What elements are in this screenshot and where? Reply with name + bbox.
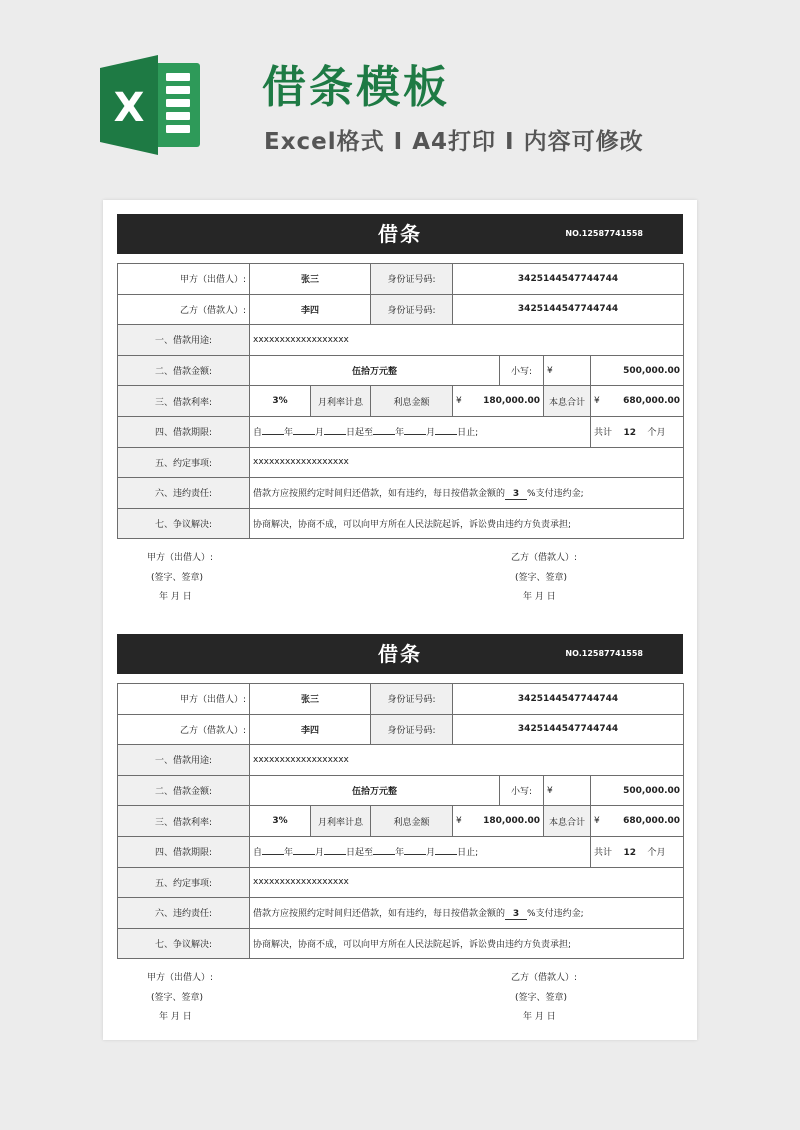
borrower-name[interactable]: 李四 (250, 714, 371, 745)
amount-words[interactable]: 伍拾万元整 (250, 775, 500, 806)
term-day-1: 日起至 (346, 428, 374, 439)
rate-label: 三、借款利率: (118, 386, 250, 417)
term-from: 自 (253, 848, 263, 859)
term-month-2: 月 (426, 428, 436, 439)
amount-small-label: 小写: (500, 355, 544, 386)
term-label: 四、借款期限: (118, 836, 250, 867)
interest-label: 利息金额 (371, 386, 453, 417)
amount-words[interactable]: 伍拾万元整 (250, 355, 500, 386)
table-row (118, 684, 684, 715)
sign-date-borrower: 年 月 日 (523, 1012, 556, 1023)
term-year-1: 年 (284, 848, 294, 859)
signature-area (117, 539, 683, 609)
lender-label: 甲方（出借人）: (118, 264, 250, 295)
purpose-value[interactable]: xxxxxxxxxxxxxxxxxx (250, 745, 684, 776)
term-year-1: 年 (284, 428, 294, 439)
term-year-2: 年 (395, 428, 405, 439)
lender-id[interactable]: 3425144547744744 (453, 264, 684, 295)
note-title-bar (117, 634, 683, 674)
table-row (118, 775, 684, 806)
table-row (118, 447, 684, 478)
sign-lender: 甲方（出借人）: (147, 973, 214, 984)
purpose-label: 一、借款用途: (118, 325, 250, 356)
breach-percent: 3 (505, 489, 527, 500)
interest-amount: 180,000.00 (483, 396, 541, 407)
borrower-id-label: 身份证号码: (371, 714, 453, 745)
rate-type: 月利率计息 (311, 806, 371, 837)
lender-name[interactable]: 张三 (250, 684, 371, 715)
page-title: 借条模板 (262, 62, 450, 113)
amount-label: 二、借款金额: (118, 355, 250, 386)
breach-value[interactable] (250, 478, 684, 509)
term-day-2: 日止; (457, 848, 479, 859)
dispute-value[interactable]: 协商解决，协商不成，可以向甲方所在人民法院起诉，诉讼费由违约方负责承担; (250, 508, 684, 539)
term-month-2: 月 (426, 848, 436, 859)
total-amount: 680,000.00 (623, 816, 681, 827)
breach-text-end: %支付违约金; (527, 908, 584, 919)
table-row (118, 294, 684, 325)
table-row (118, 867, 684, 898)
amount-label: 二、借款金额: (118, 775, 250, 806)
term-value[interactable] (250, 416, 591, 447)
borrower-id-label: 身份证号码: (371, 294, 453, 325)
rate-value[interactable]: 3% (250, 806, 311, 837)
table-row (118, 745, 684, 776)
note-number: NO.12587741558 (565, 229, 643, 238)
total-value[interactable] (591, 806, 684, 837)
sign-lender: 甲方（出借人）: (147, 553, 214, 564)
sign-date-borrower: 年 月 日 (523, 592, 556, 603)
borrower-id[interactable]: 3425144547744744 (453, 714, 684, 745)
purpose-value[interactable]: xxxxxxxxxxxxxxxxxx (250, 325, 684, 356)
agreement-value[interactable]: xxxxxxxxxxxxxxxxxx (250, 867, 684, 898)
note-title-bar (117, 214, 683, 254)
amount-small-label: 小写: (500, 775, 544, 806)
breach-percent: 3 (505, 909, 527, 920)
dispute-label: 七、争议解决: (118, 508, 250, 539)
excel-logo-icon (100, 55, 206, 155)
months-prefix: 共计 (594, 428, 613, 439)
document-paper (103, 200, 697, 1040)
page-header (0, 0, 800, 190)
yen-sign: ¥ (456, 396, 462, 407)
lender-id-label: 身份证号码: (371, 264, 453, 295)
svg-text:X: X (113, 85, 145, 131)
interest-amount: 180,000.00 (483, 816, 541, 827)
table-row (118, 836, 684, 867)
months-value: 12 (623, 428, 637, 439)
breach-label: 六、违约责任: (118, 898, 250, 929)
table-row (118, 386, 684, 417)
page-subtitle: Excel格式 Ⅰ A4打印 Ⅰ 内容可修改 (264, 129, 644, 155)
agreement-value[interactable]: xxxxxxxxxxxxxxxxxx (250, 447, 684, 478)
interest-value[interactable] (453, 386, 544, 417)
interest-label: 利息金额 (371, 806, 453, 837)
table-row (118, 355, 684, 386)
table-row (118, 714, 684, 745)
table-row (118, 508, 684, 539)
table-row (118, 898, 684, 929)
sign-seal-lender: (签字、签章) (151, 573, 204, 584)
term-label: 四、借款期限: (118, 416, 250, 447)
borrower-label: 乙方（借款人）: (118, 294, 250, 325)
breach-text: 借款方应按照约定时间归还借款，如有违约，每日按借款金额的 (253, 908, 506, 919)
sign-date-lender: 年 月 日 (159, 1012, 192, 1023)
loan-table (117, 683, 684, 959)
interest-value[interactable] (453, 806, 544, 837)
agreement-label: 五、约定事项: (118, 867, 250, 898)
lender-id-label: 身份证号码: (371, 684, 453, 715)
loan-note (117, 634, 683, 1029)
term-day-1: 日起至 (346, 848, 374, 859)
rate-label: 三、借款利率: (118, 806, 250, 837)
loan-table (117, 263, 684, 539)
sign-borrower: 乙方（借款人）: (511, 553, 578, 564)
yen-sign: ¥ (594, 396, 600, 407)
months-unit: 个月 (647, 848, 666, 859)
loan-note (117, 214, 683, 609)
borrower-id[interactable]: 3425144547744744 (453, 294, 684, 325)
purpose-label: 一、借款用途: (118, 745, 250, 776)
term-months[interactable] (591, 416, 684, 447)
lender-id[interactable]: 3425144547744744 (453, 684, 684, 715)
lender-label: 甲方（出借人）: (118, 684, 250, 715)
breach-value[interactable] (250, 898, 684, 929)
breach-text: 借款方应按照约定时间归还借款，如有违约，每日按借款金额的 (253, 488, 506, 499)
breach-text-end: %支付违约金; (527, 488, 584, 499)
yen-sign: ¥ (594, 816, 600, 827)
term-months[interactable] (591, 836, 684, 867)
rate-type: 月利率计息 (311, 386, 371, 417)
term-month-1: 月 (315, 848, 325, 859)
term-from: 自 (253, 428, 263, 439)
borrower-label: 乙方（借款人）: (118, 714, 250, 745)
amount-number[interactable]: 500,000.00 (591, 775, 684, 806)
table-row (118, 928, 684, 959)
total-value[interactable] (591, 386, 684, 417)
note-title: 借条 (378, 642, 422, 666)
yen-sign: ¥ (544, 775, 591, 806)
months-prefix: 共计 (594, 848, 613, 859)
sign-date-lender: 年 月 日 (159, 592, 192, 603)
lender-name[interactable]: 张三 (250, 264, 371, 295)
note-number: NO.12587741558 (565, 649, 643, 658)
months-value: 12 (623, 848, 637, 859)
breach-label: 六、违约责任: (118, 478, 250, 509)
amount-number[interactable]: 500,000.00 (591, 355, 684, 386)
term-year-2: 年 (395, 848, 405, 859)
signature-area (117, 959, 683, 1029)
total-label: 本息合计 (544, 806, 591, 837)
sign-seal-lender: (签字、签章) (151, 993, 204, 1004)
term-day-2: 日止; (457, 428, 479, 439)
table-row (118, 325, 684, 356)
term-month-1: 月 (315, 428, 325, 439)
sign-seal-borrower: (签字、签章) (515, 573, 568, 584)
table-row (118, 478, 684, 509)
yen-sign: ¥ (456, 816, 462, 827)
total-amount: 680,000.00 (623, 396, 681, 407)
borrower-name[interactable]: 李四 (250, 294, 371, 325)
rate-value[interactable]: 3% (250, 386, 311, 417)
sign-borrower: 乙方（借款人）: (511, 973, 578, 984)
total-label: 本息合计 (544, 386, 591, 417)
table-row (118, 416, 684, 447)
term-value[interactable] (250, 836, 591, 867)
dispute-label: 七、争议解决: (118, 928, 250, 959)
dispute-value[interactable]: 协商解决，协商不成，可以向甲方所在人民法院起诉，诉讼费由违约方负责承担; (250, 928, 684, 959)
note-title: 借条 (378, 222, 422, 246)
table-row (118, 264, 684, 295)
table-row (118, 806, 684, 837)
months-unit: 个月 (647, 428, 666, 439)
agreement-label: 五、约定事项: (118, 447, 250, 478)
yen-sign: ¥ (544, 355, 591, 386)
sign-seal-borrower: (签字、签章) (515, 993, 568, 1004)
